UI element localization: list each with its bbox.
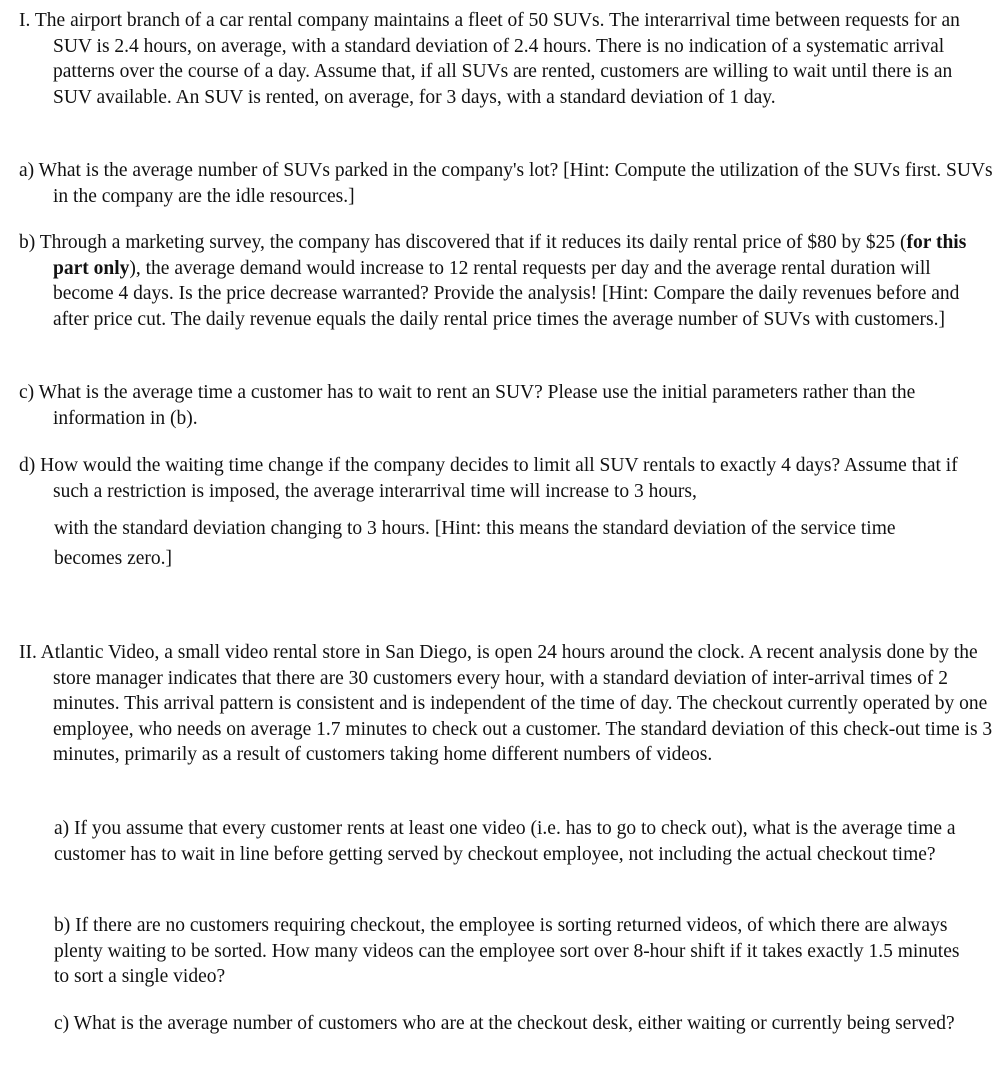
problem-1-question-b [19, 230, 995, 332]
problem-1-question-d: d) How would the waiting time change if the company decides to limit all SUV rentals to exactly 4 days? Assume that if such a restriction is imposed, the average interarrival time will increase to 3 hours, [19, 455, 958, 502]
problem-2-question-c: c) What is the average number of customers who are at the checkout desk, either waiting or currently being served? [54, 1013, 955, 1034]
problem-2-question-a: a) If you assume that every customer rents at least one video (i.e. has to go to check out), what is the average time a customer has to wait in line before getting served by checkout employee, not including the actual checkout time? [54, 818, 956, 865]
question-b-emphasis: for this part only [53, 232, 967, 279]
question-b-text-start: b) Through a marketing survey, the company has discovered that if it reduces its daily rental price of $80 by $25 ( [19, 232, 907, 253]
problem-1-question-a: a) What is the average number of SUVs parked in the company's lot? [Hint: Compute the utilization of the SUVs first. SUVs in the company are the idle resources.] [19, 160, 993, 207]
problem-1-question-c: c) What is the average time a customer has to wait to rent an SUV? Please use the initial parameters rather than the information in (b). [19, 382, 916, 429]
problem-1-question-d-continued: with the standard deviation changing to 3 hours. [Hint: this means the standard deviation of the service time becomes zero.] [54, 518, 896, 569]
problem-2-question-b: b) If there are no customers requiring checkout, the employee is sorting returned videos, of which there are always plenty waiting to be sorted. How many videos can the employee sort over 8-hour shift if it takes exactly 1.5 minutes to sort a single video? [54, 915, 960, 988]
question-b-text-end: ), the average demand would increase to 12 rental requests per day and the average rental duration will become 4 days. Is the price decrease warranted? Provide the analysis! [Hint: Compare the daily revenues before and after price cut. The daily revenue equals the daily rental price times the average number of SUVs with customers.] [53, 257, 960, 330]
problem-1-intro: I. The airport branch of a car rental company maintains a fleet of 50 SUVs. The interarrival time between requests for an SUV is 2.4 hours, on average, with a standard deviation of 2.4 hours. There is no indication of a systematic arrival patterns over the course of a day. Assume that, if all SUVs are rented, customers are willing to wait until there is an SUV available. An SUV is rented, on average, for 3 days, with a standard deviation of 1 day. [19, 10, 960, 108]
problem-2-intro: II. Atlantic Video, a small video rental store in San Diego, is open 24 hours around the clock. A recent analysis done by the store manager indicates that there are 30 customers every hour, with a standard deviation of inter-arrival times of 2 minutes. This arrival pattern is consistent and is independent of the time of day. The checkout currently operated by one employee, who needs on average 1.7 minutes to check out a customer. The standard deviation of this check-out time is 3 minutes, primarily as a result of customers taking home different numbers of videos. [19, 642, 993, 766]
